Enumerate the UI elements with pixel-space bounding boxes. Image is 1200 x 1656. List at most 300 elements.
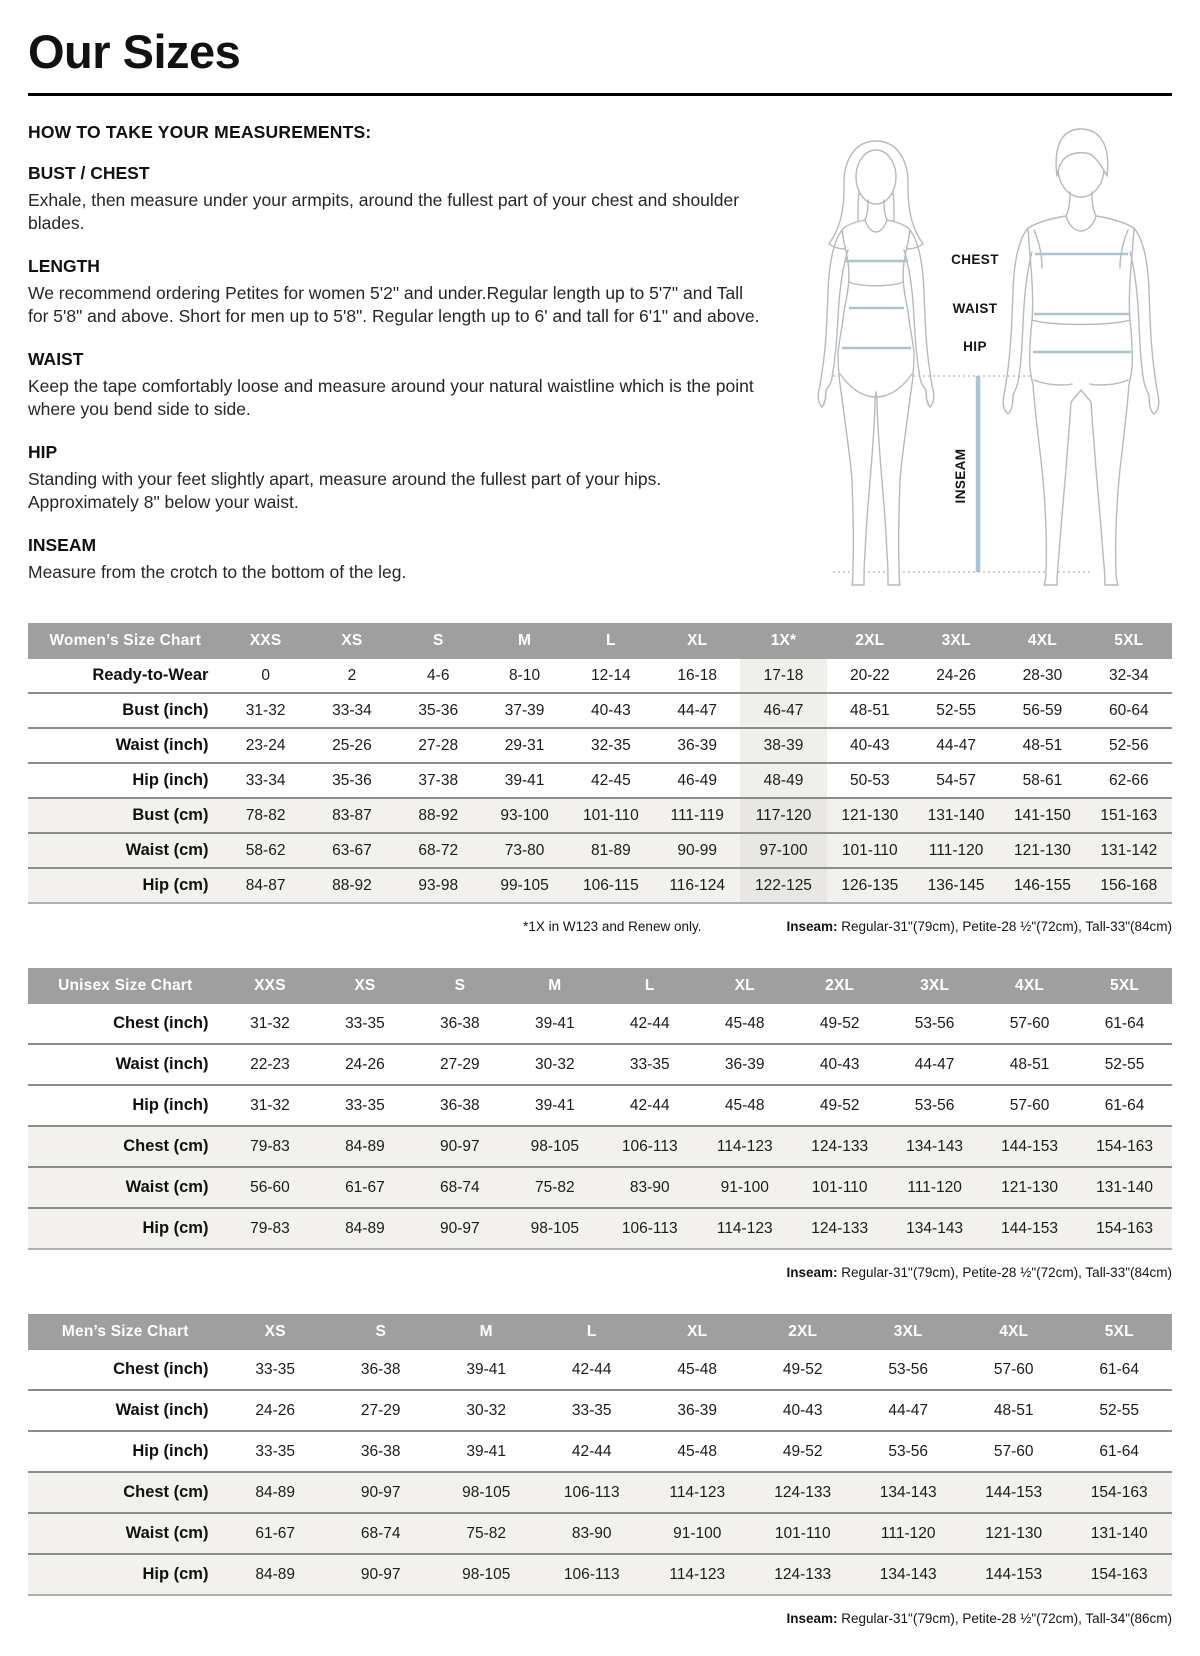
guide-section-body: Keep the tape comfortably loose and measure around your natural waistline which is the point where you bend side to side. bbox=[28, 375, 754, 420]
size-value-cell: 84-89 bbox=[222, 1472, 328, 1513]
size-value-cell: 42-44 bbox=[571, 1442, 612, 1460]
size-column-header: M bbox=[507, 968, 602, 1004]
row-label: Waist (inch) bbox=[115, 1055, 209, 1073]
size-value-cell: 52-55 bbox=[1099, 1401, 1140, 1419]
table-row bbox=[28, 798, 1172, 833]
guide-section bbox=[28, 535, 760, 584]
size-column-header: XL bbox=[697, 968, 792, 1004]
size-column-header: 3XL bbox=[913, 623, 999, 659]
row-label: Hip (cm) bbox=[28, 1554, 222, 1595]
size-column-header: L bbox=[568, 623, 654, 659]
size-value-cell: 49-52 bbox=[782, 1360, 823, 1378]
size-value-cell: 44-47 bbox=[914, 1055, 955, 1073]
size-value-cell: 49-52 bbox=[782, 1442, 823, 1460]
size-value-cell: 56-60 bbox=[222, 1167, 317, 1208]
size-value-cell: 111-120 bbox=[887, 1167, 982, 1208]
size-value-cell: 114-123 bbox=[697, 1208, 792, 1249]
table-row bbox=[28, 1554, 1172, 1595]
guide-section-body: Standing with your feet slightly apart, measure around the fullest part of your hips. Approximately 8" below your waist. bbox=[28, 468, 662, 513]
size-column-header: 3XL bbox=[855, 1314, 961, 1350]
guide-section bbox=[28, 163, 760, 236]
size-value-cell: 88-92 bbox=[395, 798, 481, 833]
size-value-cell: 68-74 bbox=[412, 1167, 507, 1208]
size-value-cell: 68-74 bbox=[328, 1513, 434, 1554]
size-column-header: 2XL bbox=[792, 968, 887, 1004]
title-divider bbox=[28, 93, 1172, 96]
table-title-cell: Men’s Size Chart bbox=[28, 1314, 222, 1350]
size-value-cell: 121-130 bbox=[961, 1513, 1067, 1554]
size-value-cell: 42-44 bbox=[629, 1096, 670, 1114]
waist-label: WAIST bbox=[952, 301, 998, 316]
size-value-cell: 124-133 bbox=[792, 1126, 887, 1167]
size-column-header: L bbox=[602, 968, 697, 1004]
size-value-cell: 12-14 bbox=[591, 666, 631, 684]
size-value-cell: 121-130 bbox=[827, 798, 913, 833]
size-value-cell: 36-39 bbox=[724, 1055, 765, 1073]
row-label: Waist (inch) bbox=[115, 736, 209, 754]
size-value-cell: 61-64 bbox=[1099, 1360, 1140, 1378]
header-row bbox=[28, 623, 1172, 659]
size-value-cell: 37-38 bbox=[418, 771, 459, 789]
size-value-cell: 37-39 bbox=[504, 701, 545, 719]
guide-heading: HOW TO TAKE YOUR MEASUREMENTS: bbox=[28, 122, 372, 142]
row-label: Hip (inch) bbox=[132, 1442, 209, 1460]
size-value-cell: 98-105 bbox=[507, 1126, 602, 1167]
size-column-header: 5XL bbox=[1077, 968, 1172, 1004]
size-value-cell: 83-87 bbox=[309, 798, 395, 833]
size-value-cell: 134-143 bbox=[887, 1208, 982, 1249]
size-value-cell: 101-110 bbox=[792, 1167, 887, 1208]
size-value-cell: 49-52 bbox=[819, 1096, 860, 1114]
inseam-note: Inseam: Regular-31"(79cm), Petite-28 ½"(72cm), Tall-34"(86cm) bbox=[786, 1611, 1172, 1626]
header-row bbox=[28, 1314, 1172, 1350]
size-value-cell: 114-123 bbox=[644, 1554, 750, 1595]
table-row bbox=[28, 1350, 1172, 1390]
size-value-cell: 56-59 bbox=[1022, 701, 1063, 719]
guide-sections bbox=[28, 163, 760, 584]
size-value-cell: 29-31 bbox=[504, 736, 545, 754]
page-title: Our Sizes bbox=[28, 25, 241, 78]
size-value-cell: 60-64 bbox=[1108, 701, 1149, 719]
table-body bbox=[28, 1004, 1172, 1249]
size-value-cell: 30-32 bbox=[466, 1401, 507, 1419]
size-value-cell: 136-145 bbox=[913, 868, 999, 903]
guide-section bbox=[28, 442, 760, 515]
size-value-cell: 141-150 bbox=[999, 798, 1085, 833]
size-column-header: S bbox=[395, 623, 481, 659]
size-value-cell: 111-120 bbox=[913, 833, 999, 868]
size-value-cell: 78-82 bbox=[222, 798, 308, 833]
size-value-cell: 97-100 bbox=[740, 833, 826, 868]
size-value-cell: 106-115 bbox=[568, 868, 654, 903]
measurement-guide-section bbox=[28, 122, 1172, 589]
size-value-cell: 61-67 bbox=[317, 1167, 412, 1208]
size-value-cell: 116-124 bbox=[654, 868, 740, 903]
size-value-cell: 91-100 bbox=[697, 1167, 792, 1208]
size-value-cell: 38-39 bbox=[740, 728, 826, 763]
guide-section-body: Exhale, then measure under your armpits, around the fullest part of your chest and shoulder blades. bbox=[28, 190, 740, 234]
table-row bbox=[28, 1126, 1172, 1167]
size-value-cell: 79-83 bbox=[222, 1208, 317, 1249]
size-value-cell: 131-142 bbox=[1086, 833, 1172, 868]
row-label: Chest (cm) bbox=[28, 1126, 222, 1167]
size-column-header: 1X* bbox=[740, 623, 826, 659]
male-left-arm bbox=[1003, 228, 1032, 414]
size-value-cell: 106-113 bbox=[602, 1126, 697, 1167]
inseam-note: Inseam: Regular-31"(79cm), Petite-28 ½"(72cm), Tall-33"(84cm) bbox=[786, 1265, 1172, 1280]
inseam-note: Inseam: Regular-31"(79cm), Petite-28 ½"(72cm), Tall-33"(84cm) bbox=[786, 919, 1172, 934]
size-value-cell: 2 bbox=[347, 666, 357, 684]
size-value-cell: 39-41 bbox=[466, 1442, 507, 1460]
size-value-cell: 52-55 bbox=[1104, 1055, 1145, 1073]
size-value-cell: 90-97 bbox=[412, 1126, 507, 1167]
size-value-cell: 154-163 bbox=[1066, 1554, 1172, 1595]
size-column-header: XXS bbox=[222, 623, 308, 659]
size-value-cell: 48-51 bbox=[1022, 736, 1063, 754]
row-label: Waist (cm) bbox=[28, 833, 222, 868]
size-value-cell: 46-47 bbox=[740, 693, 826, 728]
size-value-cell: 124-133 bbox=[792, 1208, 887, 1249]
size-value-cell: 90-97 bbox=[412, 1208, 507, 1249]
size-value-cell: 39-41 bbox=[504, 771, 545, 789]
guide-section-title: LENGTH bbox=[28, 255, 100, 276]
size-value-cell: 106-113 bbox=[539, 1554, 645, 1595]
size-value-cell: 75-82 bbox=[433, 1513, 539, 1554]
size-value-cell: 144-153 bbox=[961, 1472, 1067, 1513]
size-value-cell: 114-123 bbox=[697, 1126, 792, 1167]
size-value-cell: 36-39 bbox=[677, 736, 718, 754]
unisex-size-chart-table bbox=[28, 968, 1172, 1250]
size-value-cell: 146-155 bbox=[999, 868, 1085, 903]
size-value-cell: 101-110 bbox=[568, 798, 654, 833]
size-value-cell: 52-56 bbox=[1108, 736, 1149, 754]
table-row bbox=[28, 1472, 1172, 1513]
inseam-note-label: Inseam: bbox=[786, 1265, 838, 1280]
table-row bbox=[28, 1513, 1172, 1554]
table-row bbox=[28, 659, 1172, 693]
size-value-cell: 61-64 bbox=[1099, 1442, 1140, 1460]
guide-text-column bbox=[28, 122, 760, 584]
size-value-cell: 45-48 bbox=[724, 1014, 765, 1032]
size-column-header: XS bbox=[317, 968, 412, 1004]
row-label: Waist (inch) bbox=[115, 1401, 209, 1419]
size-value-cell: 48-51 bbox=[849, 701, 890, 719]
size-value-cell: 33-35 bbox=[255, 1360, 296, 1378]
hip-label: HIP bbox=[963, 339, 987, 354]
size-value-cell: 39-41 bbox=[534, 1014, 575, 1032]
size-value-cell: 48-49 bbox=[740, 763, 826, 798]
size-value-cell: 46-49 bbox=[677, 771, 718, 789]
table-row bbox=[28, 693, 1172, 728]
size-value-cell: 98-105 bbox=[507, 1208, 602, 1249]
size-value-cell: 61-64 bbox=[1104, 1096, 1145, 1114]
body-measurement-illustration bbox=[790, 124, 1180, 589]
female-figure bbox=[818, 141, 934, 585]
size-value-cell: 84-89 bbox=[222, 1554, 328, 1595]
size-value-cell: 62-66 bbox=[1108, 771, 1149, 789]
size-column-header: M bbox=[481, 623, 567, 659]
size-value-cell: 154-163 bbox=[1077, 1208, 1172, 1249]
size-value-cell: 50-53 bbox=[849, 771, 890, 789]
female-body bbox=[838, 220, 914, 585]
size-value-cell: 40-43 bbox=[782, 1401, 823, 1419]
size-value-cell: 68-72 bbox=[395, 833, 481, 868]
size-value-cell: 48-51 bbox=[1009, 1055, 1050, 1073]
size-value-cell: 33-35 bbox=[255, 1442, 296, 1460]
size-value-cell: 42-44 bbox=[571, 1360, 612, 1378]
table-body bbox=[28, 1350, 1172, 1595]
size-value-cell: 39-41 bbox=[534, 1096, 575, 1114]
size-value-cell: 121-130 bbox=[982, 1167, 1077, 1208]
size-value-cell: 33-35 bbox=[345, 1014, 385, 1032]
size-value-cell: 61-67 bbox=[222, 1513, 328, 1554]
measurement-diagram bbox=[790, 122, 1180, 589]
size-column-header: 2XL bbox=[827, 623, 913, 659]
size-value-cell: 134-143 bbox=[855, 1554, 961, 1595]
size-value-cell: 101-110 bbox=[750, 1513, 856, 1554]
guide-section bbox=[28, 256, 760, 329]
row-label: Bust (cm) bbox=[28, 798, 222, 833]
size-value-cell: 53-56 bbox=[914, 1096, 955, 1114]
row-label: Chest (cm) bbox=[28, 1472, 222, 1513]
size-value-cell: 36-38 bbox=[440, 1096, 480, 1114]
size-value-cell: 23-24 bbox=[245, 736, 286, 754]
size-value-cell: 57-60 bbox=[993, 1442, 1034, 1460]
table-row bbox=[28, 1004, 1172, 1044]
table-row bbox=[28, 728, 1172, 763]
size-value-cell: 88-92 bbox=[309, 868, 395, 903]
size-value-cell: 30-32 bbox=[534, 1055, 575, 1073]
size-value-cell: 93-98 bbox=[395, 868, 481, 903]
size-value-cell: 151-163 bbox=[1086, 798, 1172, 833]
size-value-cell: 111-120 bbox=[855, 1513, 961, 1554]
table-row bbox=[28, 1431, 1172, 1472]
size-value-cell: 131-140 bbox=[1066, 1513, 1172, 1554]
male-figure bbox=[1003, 129, 1159, 585]
size-value-cell: 24-26 bbox=[936, 666, 976, 684]
guide-section-title: INSEAM bbox=[28, 534, 97, 555]
size-value-cell: 32-34 bbox=[1108, 666, 1149, 684]
size-value-cell: 33-34 bbox=[332, 701, 372, 719]
size-value-cell: 83-90 bbox=[602, 1167, 697, 1208]
row-label: Hip (cm) bbox=[28, 868, 222, 903]
size-value-cell: 124-133 bbox=[750, 1554, 856, 1595]
size-value-cell: 8-10 bbox=[509, 666, 541, 684]
size-value-cell: 134-143 bbox=[887, 1126, 982, 1167]
size-value-cell: 45-48 bbox=[677, 1442, 718, 1460]
size-value-cell: 28-30 bbox=[1022, 666, 1063, 684]
size-value-cell: 90-97 bbox=[328, 1472, 434, 1513]
inseam-note-label: Inseam: bbox=[786, 919, 838, 934]
size-charts bbox=[28, 623, 1172, 1626]
size-value-cell: 25-26 bbox=[332, 736, 372, 754]
size-value-cell: 42-44 bbox=[629, 1014, 670, 1032]
size-value-cell: 63-67 bbox=[309, 833, 395, 868]
size-value-cell: 33-35 bbox=[571, 1401, 612, 1419]
size-value-cell: 144-153 bbox=[982, 1208, 1077, 1249]
guide-section bbox=[28, 349, 760, 422]
size-value-cell: 48-51 bbox=[993, 1401, 1034, 1419]
size-value-cell: 57-60 bbox=[993, 1360, 1034, 1378]
size-value-cell: 90-99 bbox=[654, 833, 740, 868]
size-value-cell: 111-119 bbox=[654, 798, 740, 833]
size-value-cell: 79-83 bbox=[222, 1126, 317, 1167]
guide-section-body: Measure from the crotch to the bottom of the leg. bbox=[28, 561, 407, 582]
table-footnote bbox=[28, 919, 1172, 934]
size-column-header: XXS bbox=[222, 968, 317, 1004]
size-value-cell: 90-97 bbox=[328, 1554, 434, 1595]
size-value-cell: 124-133 bbox=[750, 1472, 856, 1513]
size-value-cell: 83-90 bbox=[539, 1513, 645, 1554]
size-value-cell: 52-55 bbox=[936, 701, 976, 719]
size-value-cell: 117-120 bbox=[740, 798, 826, 833]
womens-size-chart-block bbox=[28, 623, 1172, 934]
size-value-cell: 84-87 bbox=[222, 868, 308, 903]
size-column-header: 5XL bbox=[1066, 1314, 1172, 1350]
size-value-cell: 36-38 bbox=[360, 1360, 401, 1378]
womens-size-chart-table bbox=[28, 623, 1172, 904]
table-footnote bbox=[28, 1611, 1172, 1626]
row-label: Waist (cm) bbox=[28, 1513, 222, 1554]
size-value-cell: 0 bbox=[261, 666, 270, 684]
size-value-cell: 53-56 bbox=[888, 1442, 929, 1460]
guide-section-title: HIP bbox=[28, 441, 58, 462]
size-value-cell: 33-35 bbox=[629, 1055, 670, 1073]
size-column-header: XS bbox=[309, 623, 395, 659]
female-face bbox=[856, 150, 896, 204]
size-value-cell: 27-29 bbox=[440, 1055, 480, 1073]
size-value-cell: 106-113 bbox=[602, 1208, 697, 1249]
size-value-cell: 53-56 bbox=[888, 1360, 929, 1378]
size-value-cell: 44-47 bbox=[936, 736, 976, 754]
size-value-cell: 156-168 bbox=[1086, 868, 1172, 903]
mens-size-chart-block bbox=[28, 1314, 1172, 1626]
inseam-note-label: Inseam: bbox=[786, 1611, 838, 1626]
size-value-cell: 44-47 bbox=[677, 701, 718, 719]
size-value-cell: 40-43 bbox=[819, 1055, 860, 1073]
size-value-cell: 54-57 bbox=[936, 771, 976, 789]
size-value-cell: 27-29 bbox=[360, 1401, 401, 1419]
size-column-header: S bbox=[328, 1314, 434, 1350]
table-title-cell: Women’s Size Chart bbox=[28, 623, 222, 659]
size-value-cell: 75-82 bbox=[507, 1167, 602, 1208]
inseam-label: INSEAM bbox=[953, 448, 968, 504]
size-value-cell: 4-6 bbox=[427, 666, 450, 684]
size-column-header: M bbox=[433, 1314, 539, 1350]
row-label: Hip (inch) bbox=[132, 1096, 209, 1114]
size-value-cell: 24-26 bbox=[345, 1055, 385, 1073]
size-value-cell: 84-89 bbox=[317, 1208, 412, 1249]
table-body bbox=[28, 659, 1172, 903]
guide-section-title: BUST / CHEST bbox=[28, 163, 150, 183]
size-column-header: XL bbox=[654, 623, 740, 659]
chest-label: CHEST bbox=[951, 252, 999, 267]
male-right-arm bbox=[1130, 228, 1159, 414]
table-row bbox=[28, 1085, 1172, 1126]
size-value-cell: 49-52 bbox=[819, 1014, 860, 1032]
table-row bbox=[28, 1044, 1172, 1085]
table-row bbox=[28, 1390, 1172, 1431]
size-value-cell: 61-64 bbox=[1104, 1014, 1145, 1032]
table-head bbox=[28, 1314, 1172, 1350]
size-column-header: 4XL bbox=[961, 1314, 1067, 1350]
size-value-cell: 17-18 bbox=[740, 659, 826, 693]
size-value-cell: 73-80 bbox=[481, 833, 567, 868]
size-value-cell: 99-105 bbox=[481, 868, 567, 903]
table-row bbox=[28, 833, 1172, 868]
size-value-cell: 40-43 bbox=[591, 701, 631, 719]
size-column-header: XL bbox=[644, 1314, 750, 1350]
unisex-size-chart-block bbox=[28, 968, 1172, 1280]
size-value-cell: 81-89 bbox=[568, 833, 654, 868]
size-value-cell: 58-61 bbox=[1022, 771, 1063, 789]
size-value-cell: 45-48 bbox=[724, 1096, 765, 1114]
size-value-cell: 98-105 bbox=[433, 1472, 539, 1513]
size-value-cell: 131-140 bbox=[913, 798, 999, 833]
size-column-header: 2XL bbox=[750, 1314, 856, 1350]
size-value-cell: 91-100 bbox=[644, 1513, 750, 1554]
size-value-cell: 98-105 bbox=[433, 1554, 539, 1595]
size-column-header: 4XL bbox=[999, 623, 1085, 659]
size-value-cell: 40-43 bbox=[849, 736, 890, 754]
size-value-cell: 33-35 bbox=[345, 1096, 385, 1114]
size-value-cell: 45-48 bbox=[677, 1360, 718, 1378]
row-label: Bust (inch) bbox=[122, 701, 209, 719]
size-value-cell: 57-60 bbox=[1009, 1014, 1050, 1032]
size-value-cell: 39-41 bbox=[466, 1360, 507, 1378]
size-value-cell: 53-56 bbox=[914, 1014, 955, 1032]
size-value-cell: 154-163 bbox=[1066, 1472, 1172, 1513]
size-value-cell: 106-113 bbox=[539, 1472, 645, 1513]
size-column-header: 5XL bbox=[1086, 623, 1172, 659]
size-column-header: L bbox=[539, 1314, 645, 1350]
size-value-cell: 42-45 bbox=[591, 771, 631, 789]
row-label: Waist (cm) bbox=[28, 1167, 222, 1208]
size-value-cell: 144-153 bbox=[982, 1126, 1077, 1167]
size-value-cell: 93-100 bbox=[481, 798, 567, 833]
male-body bbox=[1028, 216, 1134, 585]
size-value-cell: 27-28 bbox=[418, 736, 459, 754]
size-value-cell: 144-153 bbox=[961, 1554, 1067, 1595]
guide-section-body: We recommend ordering Petites for women 5'2" and under.Regular length up to 5'7" and Tall for 5'8" and above. Short for men up to 5'8". Regular length up to 6' and tall for 6'1" and above. bbox=[28, 282, 760, 327]
size-value-cell: 114-123 bbox=[644, 1472, 750, 1513]
row-label: Hip (inch) bbox=[132, 771, 209, 789]
header-row bbox=[28, 968, 1172, 1004]
table-footnote bbox=[28, 1265, 1172, 1280]
size-value-cell: 57-60 bbox=[1009, 1096, 1050, 1114]
size-guide-page bbox=[0, 24, 1200, 1656]
size-value-cell: 22-23 bbox=[250, 1055, 290, 1073]
size-value-cell: 58-62 bbox=[222, 833, 308, 868]
size-value-cell: 122-125 bbox=[740, 868, 826, 903]
size-value-cell: 31-32 bbox=[250, 1096, 290, 1114]
size-value-cell: 31-32 bbox=[250, 1014, 290, 1032]
table-head bbox=[28, 623, 1172, 659]
size-value-cell: 44-47 bbox=[888, 1401, 929, 1419]
size-value-cell: 36-38 bbox=[360, 1442, 401, 1460]
size-column-header: XS bbox=[222, 1314, 328, 1350]
size-value-cell: 35-36 bbox=[332, 771, 372, 789]
size-value-cell: 32-35 bbox=[591, 736, 631, 754]
size-value-cell: 126-135 bbox=[827, 868, 913, 903]
table-row bbox=[28, 1167, 1172, 1208]
size-value-cell: 31-32 bbox=[245, 701, 286, 719]
size-value-cell: 16-18 bbox=[677, 666, 718, 684]
size-value-cell: 131-140 bbox=[1077, 1167, 1172, 1208]
row-label: Ready-to-Wear bbox=[92, 666, 209, 684]
size-value-cell: 35-36 bbox=[418, 701, 459, 719]
size-value-cell: 121-130 bbox=[999, 833, 1085, 868]
